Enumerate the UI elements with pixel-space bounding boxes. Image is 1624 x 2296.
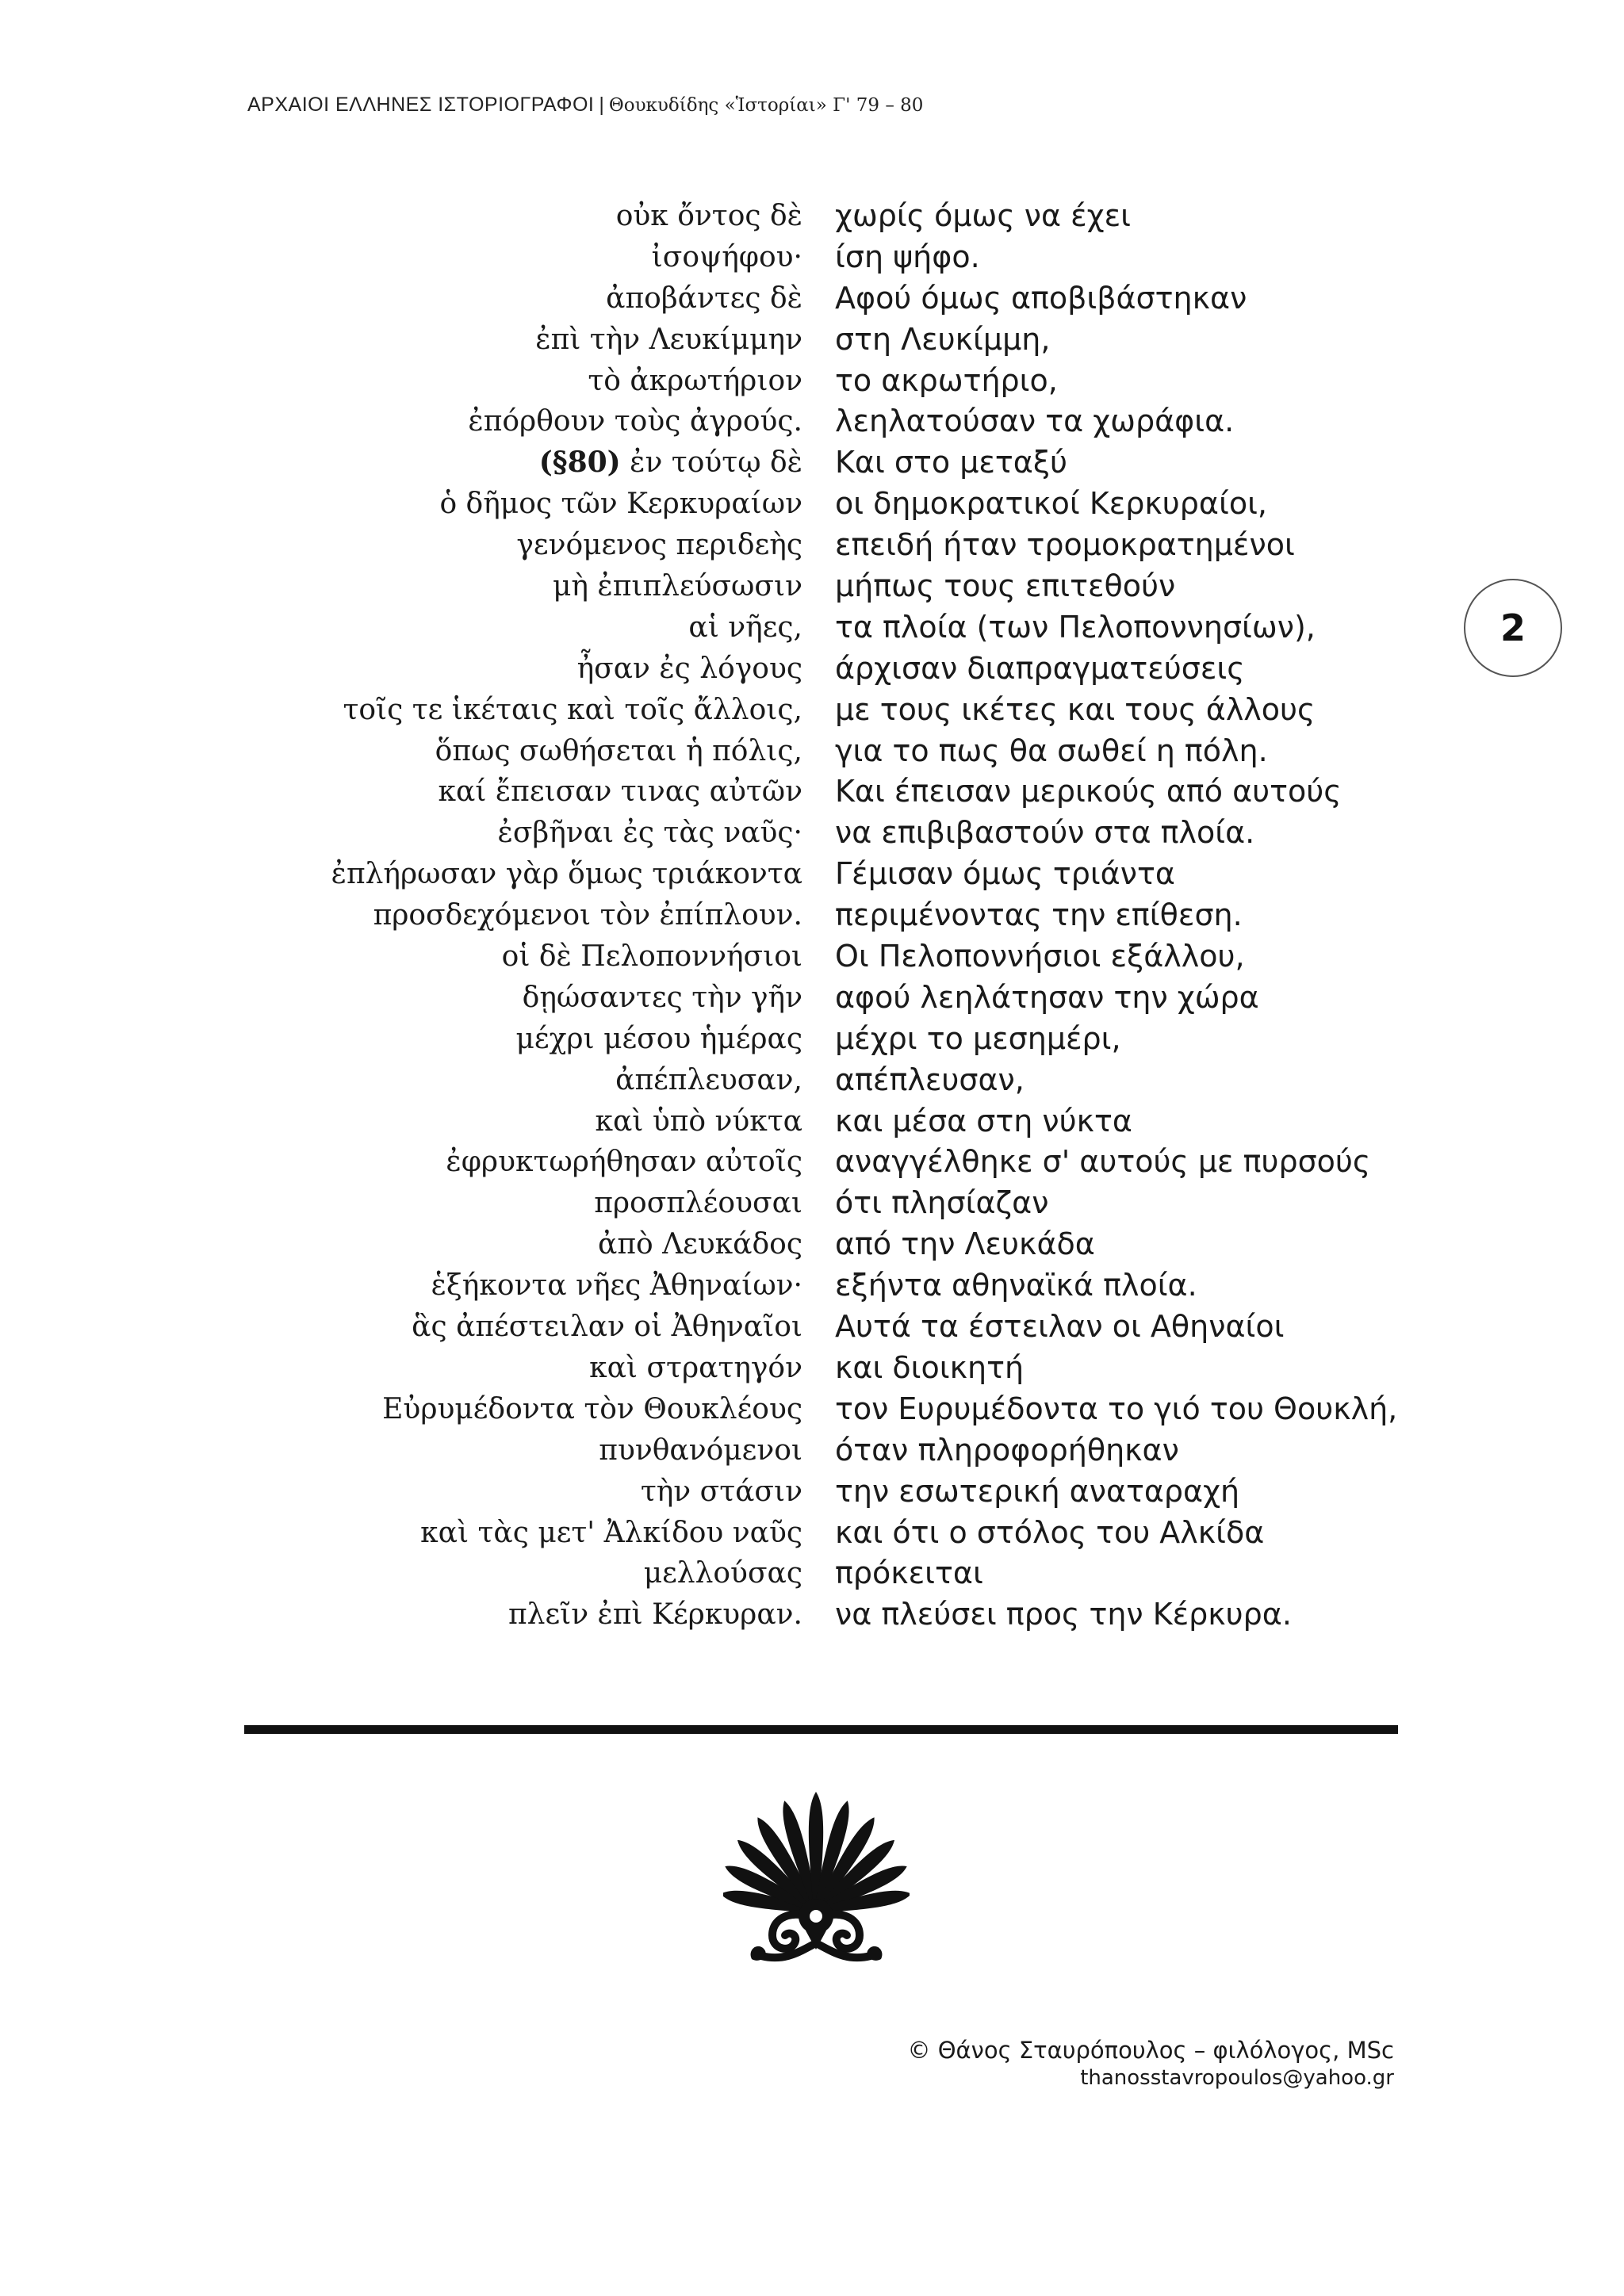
greek-phrase: καί ἔπεισαν τινας αὐτῶν [438, 775, 802, 809]
greek-text [589, 1348, 802, 1389]
modern-translation: όταν πληροφορήθηκαν [835, 1432, 1179, 1468]
greek-phrase: ἐπλήρωσαν γὰρ ὅμως τριάκοντα [331, 858, 802, 891]
text-line [0, 1389, 1624, 1430]
greek-phrase: τὴν στάσιν [640, 1475, 802, 1508]
text-line [0, 1019, 1624, 1060]
greek-phrase: μέχρι μέσου ἡμέρας [515, 1022, 802, 1055]
horizontal-rule [244, 1725, 1398, 1734]
text-line [0, 361, 1624, 402]
greek-phrase: ἐν τούτῳ δὲ [620, 446, 802, 480]
greek-text [588, 361, 802, 402]
greek-phrase: ἀποβάντες δὲ [606, 281, 802, 315]
greek-phrase: ἐπὶ τὴν Λευκίμμην [535, 323, 802, 356]
text-line [0, 1224, 1624, 1265]
modern-translation: ίση ψήφο. [835, 239, 980, 274]
modern-translation: Γέμισαν όμως τριάντα [835, 856, 1175, 892]
greek-text [644, 1553, 802, 1594]
modern-translation: οι δημοκρατικοί Κερκυραίοι, [835, 486, 1268, 522]
modern-translation: Αφού όμως αποβιβάστηκαν [835, 280, 1247, 316]
text-line [0, 978, 1624, 1019]
modern-translation: τα πλοία (των Πελοποννησίων), [835, 609, 1316, 645]
text-line [0, 1430, 1624, 1471]
greek-text [412, 1307, 802, 1348]
text-line [0, 237, 1624, 278]
modern-translation: λεηλατούσαν τα χωράφια. [835, 404, 1235, 439]
greek-text [331, 854, 802, 895]
modern-translation: πρόκειται [835, 1556, 983, 1591]
text-line [0, 1553, 1624, 1594]
text-line [0, 1183, 1624, 1224]
modern-translation: απέπλευσαν, [835, 1062, 1025, 1097]
modern-translation: και διοικητή [835, 1349, 1025, 1385]
greek-phrase: πλεῖν ἐπὶ Κέρκυραν. [508, 1598, 802, 1632]
text-line [0, 690, 1624, 731]
modern-translation: μήπως τους επιτεθούν [835, 568, 1176, 604]
greek-phrase: ὅπως σωθήσεται ἡ πόλις, [435, 734, 802, 767]
footer-email: thanosstavropoulos@yahoo.gr [1080, 2066, 1394, 2090]
greek-text [599, 1430, 802, 1471]
greek-phrase: ἐφρυκτωρήθησαν αὐτοῖς [446, 1146, 802, 1179]
page-number: 2 [1464, 579, 1562, 677]
greek-phrase: καὶ τὰς μετ' Ἀλκίδου ναῦς [420, 1516, 802, 1549]
header-series: ΑΡΧΑΙΟΙ ΕΛΛΗΝΕΣ ΙΣΤΟΡΙΟΓΡΑΦΟΙ [247, 94, 595, 116]
greek-text [615, 1060, 802, 1101]
greek-text [535, 320, 802, 361]
modern-translation: να επιβιβαστούν στα πλοία. [835, 815, 1255, 851]
modern-translation: μέχρι το μεσημέρι, [835, 1020, 1121, 1056]
greek-phrase: ἀπὸ Λευκάδος [598, 1228, 802, 1261]
text-line [0, 1101, 1624, 1142]
text-line [0, 320, 1624, 361]
footer [907, 2036, 1394, 2091]
greek-phrase: προσδεχόμενοι τὸν ἐπίπλουν. [373, 899, 802, 932]
modern-translation: Αυτά τα έστειλαν οι Αθηναίοι [835, 1309, 1285, 1345]
text-line [0, 401, 1624, 442]
text-line [0, 196, 1624, 237]
greek-phrase: μὴ ἐπιπλεύσωσιν [552, 570, 802, 603]
greek-text [508, 1594, 802, 1636]
greek-text [606, 278, 802, 320]
text-line [0, 731, 1624, 772]
greek-text [382, 1389, 802, 1430]
text-line [0, 1142, 1624, 1183]
greek-text [594, 1183, 802, 1224]
greek-text [553, 566, 802, 607]
greek-text [598, 1224, 802, 1265]
parallel-text [0, 196, 1624, 1636]
modern-translation: περιμένοντας την επίθεση. [835, 897, 1243, 933]
modern-translation: από την Λευκάδα [835, 1226, 1095, 1262]
greek-text [523, 978, 802, 1019]
greek-text [373, 895, 802, 936]
greek-phrase: ἰσοψήφου· [651, 240, 802, 274]
greek-phrase: ἐσβῆναι ἐς τὰς ναῦς· [497, 817, 802, 850]
greek-phrase: ὁ δῆμος τῶν Κερκυραίων [439, 488, 802, 521]
greek-phrase: αἱ νῆες, [688, 610, 802, 644]
modern-translation: χωρίς όμως να έχει [835, 198, 1132, 233]
text-line [0, 1348, 1624, 1389]
modern-translation: αναγγέλθηκε σ' αυτούς με πυρσούς [835, 1144, 1371, 1180]
greek-text [577, 649, 802, 690]
text-line [0, 649, 1624, 690]
greek-text [652, 237, 802, 278]
greek-phrase: οἱ δὲ Πελοποννήσιοι [501, 940, 802, 974]
modern-translation: για το πως θα σωθεί η πόλη. [835, 733, 1268, 768]
modern-translation: στη Λευκίμμη, [835, 321, 1051, 357]
text-line [0, 1594, 1624, 1636]
modern-translation: Και έπεισαν μερικούς από αυτούς [835, 774, 1342, 809]
greek-phrase: μελλούσας [643, 1557, 802, 1590]
section-marker: (§80) [538, 446, 621, 480]
text-line [0, 607, 1624, 649]
greek-text [616, 196, 802, 237]
text-line [0, 484, 1624, 525]
modern-translation: την εσωτερική αναταραχή [835, 1473, 1240, 1509]
greek-text [539, 442, 802, 484]
text-line [0, 813, 1624, 854]
greek-phrase: ἦσαν ἐς λόγους [576, 652, 802, 685]
greek-phrase: ἀπέπλευσαν, [615, 1063, 802, 1096]
text-line [0, 1265, 1624, 1307]
greek-phrase: καὶ ὑπὸ νύκτα [595, 1104, 802, 1138]
header-separator: | [599, 94, 604, 116]
greek-text [468, 401, 802, 442]
greek-text [435, 731, 802, 772]
greek-phrase: ἃς ἀπέστειλαν οἱ Ἀθηναῖοι [412, 1311, 802, 1344]
greek-text [431, 1265, 802, 1307]
greek-phrase: προσπλέουσαι [594, 1187, 802, 1220]
greek-text [516, 525, 802, 566]
modern-translation: ότι πλησίαζαν [835, 1185, 1049, 1221]
text-line [0, 1060, 1624, 1101]
text-line [0, 771, 1624, 813]
greek-phrase: τοῖς τε ἱκέταις καὶ τοῖς ἄλλοις, [343, 693, 802, 726]
greek-text [446, 1142, 802, 1183]
modern-translation: και ότι ο στόλος του Αλκίδα [835, 1514, 1265, 1550]
greek-text [688, 607, 802, 649]
greek-phrase: τὸ ἀκρωτήριον [588, 364, 802, 397]
modern-translation: με τους ικέτες και τους άλλους [835, 691, 1316, 727]
greek-phrase: πυνθανόμενοι [599, 1433, 802, 1467]
greek-text [343, 690, 802, 731]
greek-text [498, 813, 802, 854]
text-line [0, 442, 1624, 484]
palmette-ornament-icon [723, 1780, 910, 1980]
greek-text [420, 1513, 802, 1554]
modern-translation: Και στο μεταξύ [835, 445, 1068, 480]
header-work: Θουκυδίδης «Ἱστορίαι» Γ' 79 – 80 [608, 95, 924, 116]
text-line [0, 895, 1624, 936]
greek-phrase: δῃώσαντες τὴν γῆν [522, 981, 802, 1014]
modern-translation: άρχισαν διαπραγματεύσεις [835, 650, 1245, 686]
modern-translation: εξήντα αθηναϊκά πλοία. [835, 1268, 1197, 1303]
greek-text [438, 771, 802, 813]
greek-phrase: ἑξήκοντα νῆες Ἀθηναίων· [431, 1269, 802, 1303]
footer-copyright: © Θάνος Σταυρόπουλος – φιλόλογος, MSc [907, 2037, 1394, 2064]
modern-translation: τον Ευρυμέδοντα το γιό του Θουκλή, [835, 1391, 1398, 1426]
text-line [0, 936, 1624, 978]
greek-phrase: ἐπόρθουν τοὺς ἀγρούς. [468, 405, 802, 438]
text-line [0, 1307, 1624, 1348]
text-line [0, 1513, 1624, 1554]
modern-translation: να πλεύσει προς την Κέρκυρα. [835, 1597, 1292, 1632]
modern-translation: και μέσα στη νύκτα [835, 1103, 1132, 1138]
text-line [0, 1471, 1624, 1513]
text-line [0, 566, 1624, 607]
greek-phrase: οὐκ ὄντος δὲ [615, 200, 802, 232]
greek-phrase: καὶ στρατηγόν [589, 1351, 802, 1384]
text-line [0, 854, 1624, 895]
modern-translation: το ακρωτήριο, [835, 362, 1058, 398]
modern-translation: αφού λεηλάτησαν την χώρα [835, 979, 1259, 1015]
modern-translation: επειδή ήταν τρομοκρατημένοι [835, 527, 1295, 563]
greek-phrase: Εὐρυμέδοντα τὸν Θουκλέους [382, 1392, 802, 1425]
running-header [247, 94, 923, 117]
greek-text [641, 1471, 802, 1513]
greek-text [439, 484, 802, 525]
greek-phrase: γενόμενος περιδεὴς [516, 529, 802, 562]
greek-text [502, 936, 802, 978]
greek-text [516, 1019, 802, 1060]
modern-translation: Οι Πελοποννήσιοι εξάλλου, [835, 939, 1245, 974]
text-line [0, 525, 1624, 566]
text-line [0, 278, 1624, 320]
greek-text [595, 1101, 802, 1142]
